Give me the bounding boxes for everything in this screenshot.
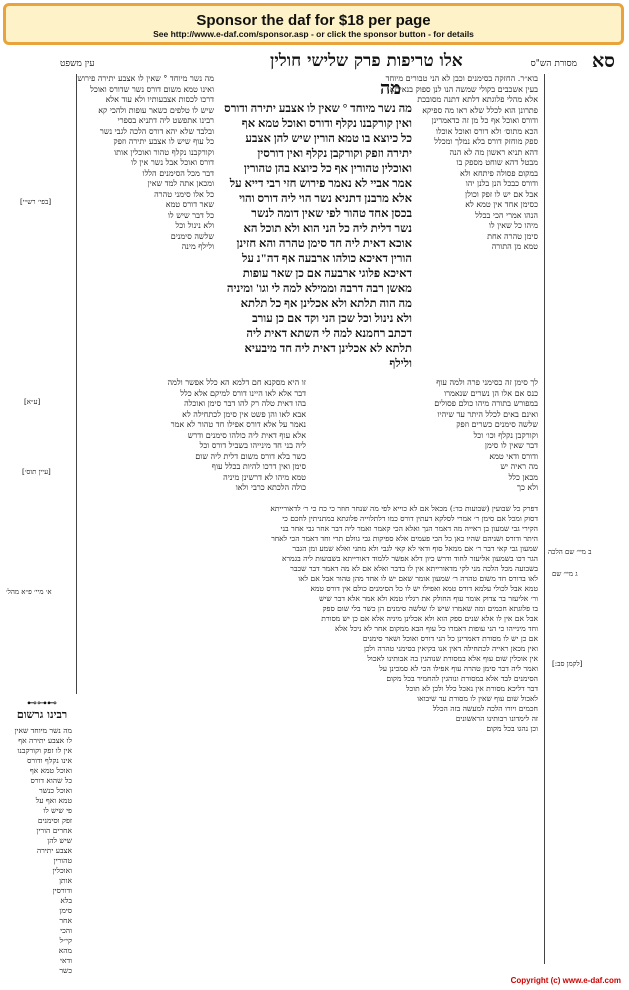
lower-rashi-line: אלא עוף דאית ליה כולהו סימנים ודרש (187, 430, 306, 440)
rashi-line: כל דבר שיש לו (167, 210, 214, 220)
tosafot-line: פתרונן הוא לכלל שלא ראו מה ספיקא (422, 105, 538, 115)
tosafot-line: במקום פסולה פיתחא ולא (460, 168, 538, 178)
lower-tosafot-line: במפורש בתורה מיהו כולם פסולים (434, 399, 538, 408)
rabbenu-gershom-line: לו אצבע יתירה אף (18, 736, 72, 745)
rashi-line: דרכו לכסות אצבעותיו ולא עוד אלא (105, 95, 214, 104)
lower-tosafot-line: ואינם באים לכלל היתר עד שיהיו (437, 409, 538, 419)
tosafot-line: הכא מתוס׳ ולא דורס ואוכל אוכלו (435, 126, 538, 136)
lower-rashi-line: ליה בני חד מינייהו בשביל דורס וכל (199, 441, 306, 450)
copyright-notice[interactable]: Copyright (c) www.e-daf.com (510, 976, 621, 985)
bottom-commentary-line: חכמים ויורו הלכה למעשה בזה הכלל (432, 704, 538, 713)
bottom-commentary-line: שמעון גבי קאי דבר ר׳ אם ממאל סוף ודאי לא קאי לגבי ולא מתני ואלא שמע ומן הגבר (292, 544, 538, 553)
rashi-line: ואינו טמא משום דורס נשר שדורס ואוכל (90, 84, 214, 94)
bottom-commentary-line: זה לימדונו רבותינו הראשונים (455, 714, 538, 723)
tosafot-line: מיהו כל שאין לו (488, 221, 538, 230)
rabbenu-gershom-line: ואוכל טמא אף (29, 766, 72, 775)
gemara-line: מה נשר מיוחד ° שאין לו אצבע יתירה ודורס (224, 103, 412, 115)
ein-mishpat-label: עין משפט (60, 59, 95, 69)
tosafot-line: בעין אשכבים בקולי שמשה הנו לנן ספוק בנאיתא (389, 84, 538, 94)
lower-tosafot-line: דבר שאין לו סימן (484, 441, 538, 450)
page-number: סא (591, 50, 615, 72)
lower-tosafot-line: ולא כך (517, 483, 538, 492)
lower-rashi-line: דבר אלא לאו היינו דורס למיקם אלא כלל (180, 388, 306, 398)
lower-tosafot-line: מה ראיה יש (500, 462, 538, 471)
margin-note-left-3: [ע״א] (24, 398, 41, 406)
bottom-commentary-line: הקירי גבי שמעון בן ראייה מה דאמר הנך ואלא הכי קאמר ואמר ליה דבר אחר גבי אחר בני (280, 524, 538, 533)
gemara-line: דכתב רחמנא למה לי השתא דאית ליה (246, 328, 412, 340)
rabbenu-gershom-line: אצבע יתירה (36, 846, 72, 855)
bottom-commentary-line: אם כן יש לו מסורת דאמרינן כל הני דורס ואוכל ושאר סימנים (362, 634, 538, 643)
rashi-line: ולילף מינה (181, 242, 214, 251)
rabbenu-gershom-line: בלא (60, 896, 72, 905)
tosafot-line: ודורס כבכל הנן בלנן יהו (465, 179, 538, 188)
rashi-line: דורס ואוכל אבל נשר אין לו (131, 158, 214, 167)
rabbenu-gershom-line: ואוכל כנשר (39, 786, 72, 795)
tosafot-line: מבטל דהא שוחט מספק בו (456, 158, 538, 167)
lower-tosafot-line: וקורקבן נקלף וכו׳ וכל (473, 430, 538, 440)
lower-tosafot-line: לך סימן זה כסימני פרה ולמה עוף (436, 378, 538, 387)
rabbenu-gershom-line: אותן (59, 876, 72, 885)
rashi-line: שאר דורס טמא (165, 200, 214, 209)
lower-rashi-line: נאמר על אלא דורס אפילו חד טהור לא אמר (170, 420, 306, 429)
bottom-commentary-line: היתר ודורס ושניהם שהיו כאן כל הכי פעמים אלא ספיקות גבי גוולם תרי וחד דאמר הכי לאחר (271, 534, 538, 543)
rabbenu-gershom-line: ודורסין (52, 886, 72, 895)
column-rule (544, 74, 545, 964)
rabbenu-gershom-line: אינו נקלף ודורס (27, 756, 72, 765)
chapter-title: אלו טריפות פרק שלישי חולין (270, 51, 463, 71)
lower-rashi-line: בהו דאית טלה רק להו דבר סימן ואוכלה (184, 399, 306, 408)
rabbenu-gershom-line: ודאי (60, 956, 72, 965)
tosafot-line: אלא מהלי פלוגתא דלתא דתנה מסובכת (417, 95, 538, 104)
lower-rashi (100, 378, 306, 498)
lower-tosafot-line: שלשה סימנים כשרים וזפק (456, 420, 538, 429)
bottom-commentary-line: לאכול שום עוף שאין לו מסורת עד שיבואו (417, 694, 538, 703)
tosafot-line: טמא מן התורה (491, 242, 538, 251)
bottom-commentary-line: ור׳ אליעזר בר צדוק אומר עוף החולק את רגליו טמא ולא אמר אלא דבר שיש (319, 594, 538, 603)
rabbenu-gershom-line: אחר (59, 916, 72, 925)
tosafot-line: בוא״ר. החזקה בסימנים וכבן לא הני טבורים מיוחד (385, 74, 538, 83)
rashi-line: ולא נינול וכל (175, 221, 214, 230)
gemara-line: הורין דאיכא כולהו ארבעה אף דה"נ על (241, 253, 412, 265)
rabbenu-gershom-line: טמא ואף על (35, 796, 72, 805)
bottom-commentary-line: דפרק כל שבועין (שבועות כד:) מכאל אם לא כוייא לפי מה שנחר חוזר כי כח כי ר׳ לדאורייתא (270, 504, 538, 513)
tosafot-line: סימן טהרה אחת (487, 231, 538, 241)
rashi-line: דבר מכל הסימנים הללו (142, 168, 214, 178)
rabbenu-gershom-line: קי״ל (59, 936, 72, 945)
bottom-commentary-line: הסימנים לבד אלא במסורת ונוהגין להחמיר בכל מקום (386, 674, 538, 683)
gemara-line: מה הוה תלתא ולא אכלינן אף כל תלתא (240, 298, 412, 310)
bottom-commentary-line: דבר דליכא מסורת אין נאכל כלל ולכן לא תוכל (406, 684, 538, 693)
rashi-line: מה נשר מיוחד ° שאין לו אצבע יתירה פירוש (77, 74, 214, 83)
rabbenu-gershom-line: סימן (59, 906, 72, 915)
bottom-commentary-line: ואמר ליה דבר סימן טהרה עוף אפילו הכי לא סמכינן על (379, 664, 538, 673)
gemara-line: אוכא דאית ליה חד סימן טהרה והא חזינן (236, 238, 412, 250)
page-header (0, 50, 629, 72)
rabbenu-gershom-line: מה נשר מיוחד שאין (14, 726, 72, 735)
rabbenu-gershom-line: אחרים הורין (36, 826, 72, 835)
rabbenu-gershom-text (12, 726, 72, 975)
tosafot-line: ספק מוחזק דורס בלא נמלך ומכלל (434, 137, 538, 146)
ornament-divider: ⊷⊶⊷ (27, 698, 57, 709)
gemara-opening-word: מה (380, 78, 402, 99)
lower-rashi-line: אבא לאו והן פשט אין סימן לכתחילה לא (182, 409, 306, 419)
gemara-line: יתירה וזפק וקורקבן נקלף ואין דורסין (257, 148, 412, 160)
rabbenu-gershom-line: פי שיש לו (43, 806, 72, 815)
lower-tosafot-line: כנס אם אלו הן נשרים שנאמרו (444, 388, 538, 398)
gemara-line: תלתא לא אכלינן דאית ליה חד מיבעיא (244, 343, 412, 355)
rashi-line: ובלבד שלא יהא דורס הלכה לגבי נשר (99, 126, 214, 136)
tosafot-line: ודורס ואוכל אף כל מן זה כדאמרינן (431, 116, 538, 125)
margin-note-left-4: [עיין תוס׳] (22, 468, 51, 476)
sponsor-subtitle[interactable]: See http://www.e-daf.com/sponsor.asp - or click the sponsor button - for details (153, 29, 474, 39)
tosafot-line: כסימן אחד אין טמא לא (465, 200, 538, 209)
gemara-line: מאשן רבה דרבה וממילא למה לי וגו' ומיניה (226, 283, 412, 295)
lower-rashi-line: סימן ואין דרכו להיות בכלל עוף (211, 462, 306, 471)
rashi-line: כל עוף שיש לו אצבע יתירה וזפק (113, 137, 214, 146)
bottom-commentary-line: אין אוכלין שום עוף אלא במסורת שנוהגין בה אבותינו לאכול (367, 654, 538, 663)
rabbenu-gershom-line: זפק וסימנים (37, 816, 72, 825)
gemara-line: דאיכא פלוגי ארבעה אם כן שאר עופות (242, 268, 412, 280)
margin-note-right-2: ג מיי׳ שם (552, 570, 578, 578)
gemara-line: אלא מרבנן דתניא נשר הוי ליה דורס והוי (239, 193, 412, 205)
column-rule (76, 74, 77, 694)
bottom-commentary-line: וחד מינייהו כי הני עופות דאמרו כל עוף הבא ממקום אחר לא ניכל אלא (335, 624, 538, 633)
lower-rashi-line: טמא מיהו לא דרשינן מיניה (223, 472, 306, 482)
sponsor-title: Sponsor the daf for $18 per page (196, 12, 431, 29)
rashi-line: ומכאן אתה למד שאין (147, 179, 214, 188)
gemara-line: ולילף (389, 358, 412, 370)
margin-note-right-1: ב מיי׳ שם הלכה (548, 548, 592, 556)
rabbenu-gershom-box (13, 708, 71, 723)
gemara-line: ואוכלין טהורין אף כל כיוצא בהן טהורין (243, 163, 412, 175)
tosafot-line: דהא תניא ראשון מה לא הנה (449, 147, 538, 157)
rashi-commentary (77, 74, 214, 364)
lower-rashi-line: כולה הלכתא כרבי ולאו (235, 483, 306, 492)
gemara-line: אמר אביי לא נאמר פירוש חזי רבי דייא על (229, 178, 412, 190)
rabbenu-gershom-line: כל שהוא דורס (30, 776, 72, 785)
lower-rashi-line: זו היא מסקנא חם דלמא הא כלל אפשר ולמה (167, 378, 306, 387)
gemara-text (218, 102, 412, 372)
gemara-line: בכסן אחד טהור לפי שאין דומה לנשר (251, 208, 412, 220)
gemara-line: ואין קורקבנו נקלף ודורס ואוכל טמא אף (241, 118, 412, 130)
tosafot-line: הנהו אמרי הכי בכלל (475, 210, 538, 220)
rashi-line: כל אלו סימני טהרה (154, 189, 214, 199)
rabbenu-gershom-line: טהורין (53, 856, 72, 865)
bottom-commentary-line: לאו בדורס חד משום טהרה ר׳ שמעון אומר שאם יש לו אחד מהן טהור אבל אם לאו (298, 574, 538, 583)
bottom-commentary-line: בשבועה מכל הלכה מני לקי מדאורייתא אין לו בדבר ואלא אם לא מה דאמר דבר שכבר (290, 564, 538, 573)
gemara-line: נשר דלית ליה כל הני הוא ולא תוכל הא (243, 223, 412, 235)
rabbenu-gershom-line: שיש להן (47, 836, 72, 845)
gemara-line: כל כיוצא בו טמא הורין שיש להן אצבע (245, 133, 412, 145)
talmud-page (0, 48, 629, 974)
rashi-line: שיש לו טלפים כשאר עופות ולהכי קא (98, 105, 214, 115)
margin-note-left-2: [בפי׳ רש״י] (20, 198, 52, 206)
rabbenu-gershom-line: מהא (58, 946, 72, 955)
margin-note-left-1: א׳ מיי׳ פ״א מהל׳ (6, 588, 52, 596)
bottom-commentary-line: טמא אבל לכולי עלמא דורס טמא ואפילו יש לו כל הסימנים כולם אין דורס טמא (310, 584, 538, 593)
bottom-commentary-line: וכן נהגו בכל מקום (486, 724, 538, 733)
tosafot-line: אבל אם יש לו זפק וכולן (465, 189, 538, 199)
gemara-line: ולא נינול וכל שכן הני וקד אם כן עורב (252, 313, 412, 325)
rabbenu-gershom-line: והכי (60, 926, 72, 935)
lower-rashi-line: כשר בלא דורס משום דלית ליה שום (195, 451, 306, 461)
margin-note-right-3: [לקמן סב:] (552, 660, 583, 668)
sponsor-banner[interactable] (3, 3, 624, 45)
bottom-commentary-line: בו פלוגתא חכמים ומה שאמרו שיש לו שלשה סימנים הן כשר בלי שום ספק (322, 604, 538, 613)
rashi-line: וקורקבנו נקלף טהור ואוכלין אותו (114, 147, 214, 157)
rabbenu-gershom-line: כשר (59, 966, 72, 975)
rabbenu-gershom-line: אין לו זפק וקורקבנו (17, 746, 72, 755)
rashi-line: שלשה סימנים (170, 231, 214, 241)
lower-tosafot-line: ודורס ודאי טמא (489, 451, 538, 461)
rabbenu-gershom-line: ואוכלין (52, 866, 72, 875)
masoret-label: מסורת הש"ס (530, 59, 577, 69)
bottom-commentary-line: אבל אם אין לו אלא שנים ספק הוא ולא אכלינן מיניה אלא אם כן יש מסורת (321, 614, 538, 623)
lower-tosafot (312, 378, 538, 498)
bottom-commentary-line: דסוק ומכל אם סימן ר׳ אמרי לסלקא דעתין דורס כמו דלתלוייה פלוגתא במתניתין לחכם כי (282, 514, 538, 523)
bottom-commentary (80, 504, 538, 964)
bottom-commentary-line: הגר דכו בשמעון אליעזר לחוד ודרש כיון דלא אפשר ללמוד דאורייתא בשבועות ליה בגמרא (281, 554, 538, 563)
rashi-line: רבינו אתפשט ליה דתניא בספרי (117, 116, 214, 125)
lower-tosafot-line: מכאן כלל (508, 472, 538, 482)
rabbenu-gershom-heading: רבינו גרשום (16, 708, 68, 721)
bottom-commentary-line: ואין מכאן ראייה לכתחילה דאין אנו בקיאין בסימני טהרה ולכן (363, 644, 538, 653)
